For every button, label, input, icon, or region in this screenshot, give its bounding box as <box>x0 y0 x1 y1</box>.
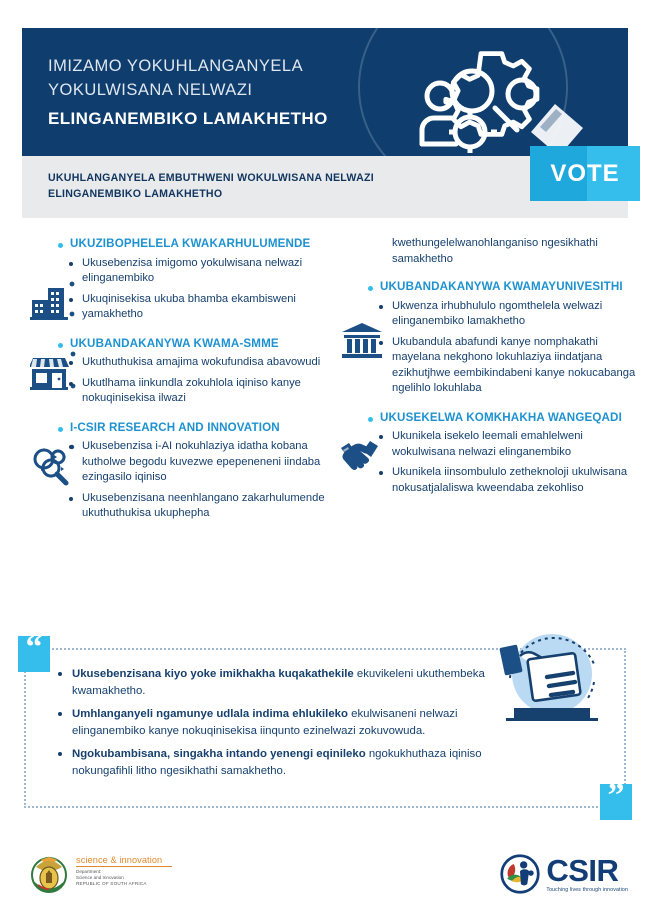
left-column <box>30 236 330 535</box>
magnifier-gears-icon <box>30 444 76 493</box>
list-item-text: Ukutlhama iinkundla zokuhlola iqiniso kanye nokuqinisekisa ilwazi <box>82 376 301 404</box>
section-heading-private-sector <box>340 410 640 426</box>
gov-department-name: Science and Innovation <box>76 875 124 881</box>
list-item <box>82 491 330 522</box>
section-heading-text: UKUSEKELWA KOMKHAKHA WANGEQADI <box>380 410 622 424</box>
csir-logo <box>499 853 628 895</box>
section-heading-text: UKUBANDAKANYWA KWAMA-SMME <box>70 336 279 350</box>
south-africa-coat-of-arms-icon <box>28 851 70 895</box>
section-csir-research <box>30 420 330 522</box>
list-item <box>82 256 330 287</box>
list-item <box>72 666 504 699</box>
bullet-dot-icon <box>69 298 73 302</box>
list-item <box>72 746 504 779</box>
section-heading-text: UKUZIBOPHELELA KWAKARHULUMENDE <box>70 237 311 250</box>
bullet-dot-icon <box>58 712 62 716</box>
ballot-hand-illustration <box>490 622 610 732</box>
government-logo-text <box>76 851 172 895</box>
bullet-dot-icon <box>69 262 73 266</box>
gears-voter-illustration <box>400 32 610 156</box>
quote-rest-text: ekuvikeleni ukuthembeka kwamakhetho. <box>72 668 485 697</box>
subtitle-line2: ELINGANEMBIKO LAMAKHETHO <box>48 188 223 200</box>
section-heading-university <box>340 279 640 295</box>
quote-open-icon: “ <box>18 636 50 672</box>
subtitle-line1: UKUHLANGANYELA EMBUTHWENI WOKULWISANA NELWAZI <box>48 172 374 184</box>
right-column-lead-text: kwethungelelwanohlanganiso ngesikhathi samakhetho <box>392 237 598 265</box>
list-item <box>82 355 330 371</box>
bullet-dot-icon <box>379 471 383 475</box>
government-logo <box>28 851 172 895</box>
list-item-text: Ukwenza irhubhululo ngomthelela welwazi elinganembiko lamakhetho <box>392 299 603 327</box>
bullet-dot-icon <box>368 417 373 422</box>
vote-badge-label: VOTE <box>550 159 620 187</box>
header-title-line3: ELINGANEMBIKO LAMAKHETHO <box>48 109 328 128</box>
list-item <box>392 429 640 460</box>
section-government-commitment <box>30 236 330 323</box>
csir-emblem-icon <box>499 853 541 895</box>
gov-subtitle <box>76 869 172 888</box>
bullet-dot-icon <box>58 343 63 348</box>
bullet-dot-icon <box>58 427 63 432</box>
csir-text-group <box>546 855 628 893</box>
bullet-dot-icon <box>69 497 73 501</box>
section-private-sector-support <box>340 410 640 497</box>
bullet-dot-icon <box>379 341 383 345</box>
bullet-dot-icon <box>69 361 73 365</box>
section-heading-text: UKUBANDAKANYWA KWAMAYUNIVESITHI <box>380 280 623 293</box>
subtitle-band <box>22 156 628 218</box>
list-item-text: Ukuqinisekisa ukuba bhamba ekambisweni yamakhetho <box>82 292 296 320</box>
bullet-dot-icon <box>58 672 62 676</box>
vote-badge <box>530 146 640 201</box>
bullet-dot-icon <box>379 305 383 309</box>
shopfront-icon <box>30 350 76 399</box>
list-item <box>82 439 330 486</box>
list-item <box>392 299 640 330</box>
list-item <box>392 335 640 397</box>
section-university-involvement <box>340 279 640 397</box>
section-heading-government <box>30 236 330 252</box>
gov-country: REPUBLIC OF SOUTH AFRICA <box>76 881 147 887</box>
section-heading-text: I-CSIR RESEARCH AND INNOVATION <box>70 420 280 434</box>
list-item-text: Ukuthuthukisa amajima wokufundisa abavowudi <box>82 356 321 368</box>
gov-title: science & innovation <box>76 855 172 867</box>
list-item <box>82 292 330 323</box>
gov-department: Department: <box>76 869 102 874</box>
bullet-dot-icon <box>58 752 62 756</box>
bullet-dot-icon <box>58 243 63 248</box>
header-title-group <box>48 54 408 132</box>
list-item-text: Ukunikela isekelo leemali emahlelweni wokulwisana nelwazi elinganembiko <box>392 430 583 458</box>
quote-rest-text: ekulwisaneni nelwazi elinganembiko kanye nokuqinisekisa iinqunto ezinelwazi zokuvowuda. <box>72 708 458 737</box>
subtitle-text <box>48 170 518 202</box>
header-banner <box>22 28 628 156</box>
bullet-dot-icon <box>69 382 73 386</box>
right-column <box>340 236 640 509</box>
quote-bold-text: Ngokubambisana, singakha intando yenengi eqinileko <box>72 748 366 760</box>
section-heading-research <box>30 420 330 436</box>
bullet-dot-icon <box>379 435 383 439</box>
quote-bold-text: Ukusebenzisana kiyo yoke imikhakha kuqakathekile <box>72 668 354 680</box>
csir-name: CSIR <box>546 853 619 888</box>
header-title-line2: YOKULWISANA NELWAZI <box>48 81 253 99</box>
list-item <box>72 706 504 739</box>
quote-bold-text: Umhlanganyeli ngamunye udlala indima ehlukileko <box>72 708 348 720</box>
government-buildings-icon <box>30 280 76 329</box>
list-item-text: Ukubandula abafundi kanye nomphakathi mayelana nekghono lokuhlaziya iindatjana ezikhutjhwe eembikindabeni kanye nokucabanga ngelihlo lokuhlaba <box>392 335 636 394</box>
quote-close-icon: ” <box>600 784 632 820</box>
list-item <box>392 465 640 496</box>
quote-rest-text: ngokukhuthaza iqiniso nokungafihli litho ngesikhathi samakhetho. <box>72 748 482 777</box>
list-item-text: Ukunikela iinsombululo zetheknoloji ukulwisana nokusatjalaliswa kweendaba zekohliso <box>392 466 628 494</box>
csir-tagline: Touching lives through innovation <box>546 887 628 893</box>
list-item-text: Ukusebenzisana neenhlangano zakarhulumende ukuthuthukisa ukuphepha <box>82 491 325 519</box>
list-item-text: Ukusebenzisa i-AI nokuhlaziya idatha kobana kutholwe begodu kuvezwe epepeneneni iindaba ezingasilo iqiniso <box>82 440 321 483</box>
bullet-dot-icon <box>368 286 373 291</box>
list-item <box>82 376 330 407</box>
footer <box>0 845 650 919</box>
section-smme-involvement <box>30 336 330 407</box>
list-item-text: Ukusebenzisa imigomo yokulwisana nelwazi elinganembiko <box>82 256 303 284</box>
bullet-dot-icon <box>69 445 73 449</box>
header-title-line1: IMIZAMO YOKUHLANGANYELA <box>48 57 304 75</box>
